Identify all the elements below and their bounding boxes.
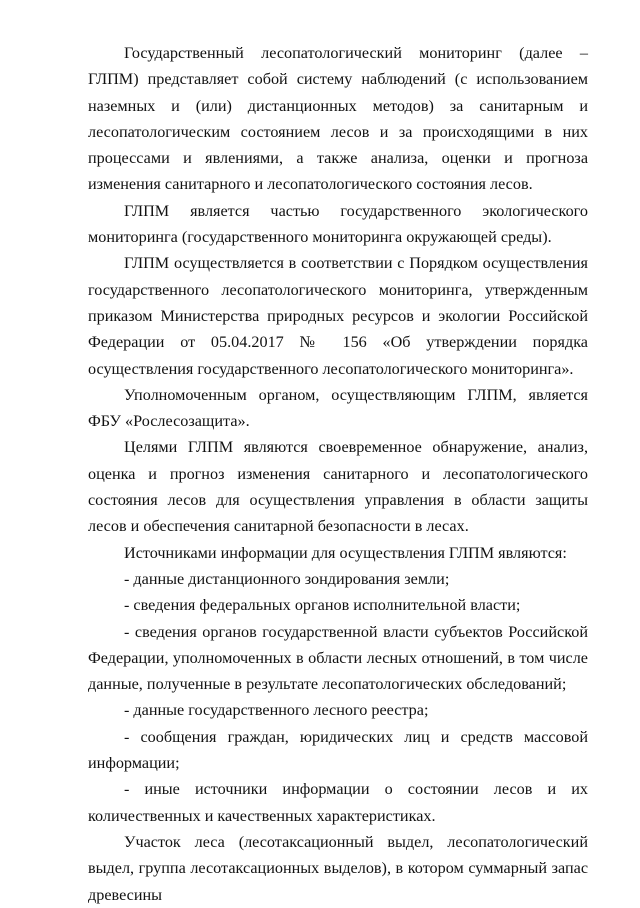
list-item-citizen-reports: - сообщения граждан, юридических лиц и средств массовой информации;	[88, 727, 588, 773]
paragraph-authorized-body: Уполномоченным органом, осуществляющим ГЛПМ, является ФБУ «Рослесозащита».	[88, 385, 588, 431]
list-item-federal-bodies: - сведения федеральных органов исполнительной власти;	[124, 596, 521, 615]
list-item-regional-bodies: - сведения органов государственной власти субъектов Российской Федерации, уполномоченных в области лесных отношений, в том числе данные, полученные в результате лесопатологических обследований;	[88, 622, 588, 694]
paragraph-information-sources-intro: Источниками информации для осуществления ГЛПМ являются:	[124, 543, 567, 562]
list-item-other-sources: - иные источники информации о состоянии лесов и их количественных и качественных характеристиках.	[88, 780, 588, 825]
paragraph-forest-plot: Участок леса (лесотаксационный выдел, лесопатологический выдел, группа лесотаксационных выделов), в котором суммарный запас древесины	[88, 832, 588, 904]
document-body	[88, 40, 588, 908]
paragraph-glpm-part-of-monitoring: ГЛПМ является частью государственного экологического мониторинга (государственного мониторинга окружающей среды).	[88, 201, 588, 247]
list-item-forest-registry: - данные государственного лесного реестра;	[124, 701, 429, 720]
paragraph-glpm-definition: Государственный лесопатологический мониторинг (далее – ГЛПМ) представляет собой систему наблюдений (с использованием наземных и (или) дистанционных методов) за санитарным и лесопатологическим состоянием лесов и за происходящими в них процессами и явлениями, а также анализа, оценки и прогноза изменения санитарного и лесопатологического состояния лесов.	[88, 44, 588, 194]
paragraph-glpm-legal-basis: ГЛПМ осуществляется в соответствии с Порядком осуществления государственного лесопатологического мониторинга, утвержденным приказом Министерства природных ресурсов и экологии Российской Федерации от 05.04.2017 № 156 «Об утверждении порядка осуществления государственного лесопатологического мониторинга».	[88, 254, 588, 378]
list-item-remote-sensing: - данные дистанционного зондирования земли;	[124, 569, 450, 588]
paragraph-glpm-goals: Целями ГЛПМ являются своевременное обнаружение, анализ, оценка и прогноз изменения санитарного и лесопатологического состояния лесов для осуществления управления в области защиты лесов и обеспечения санитарной безопасности в лесах.	[88, 438, 588, 536]
